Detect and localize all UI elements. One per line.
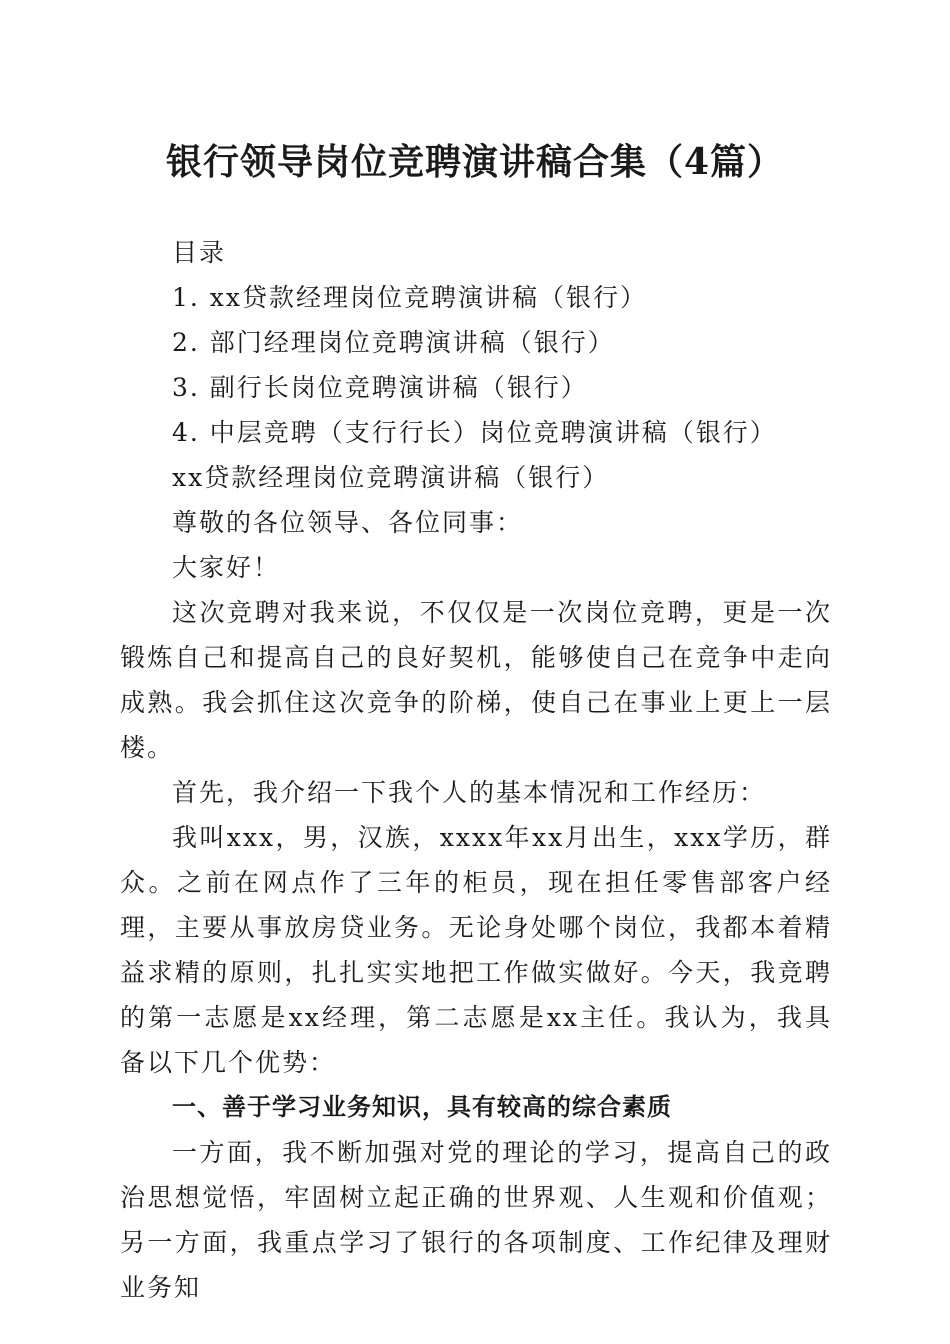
salutation: 尊敬的各位领导、各位同事： [172,508,524,537]
section-paragraph: 一方面，我不断加强对党的理论的学习，提高自己的政治思想觉悟，牢固树立起正确的世界观、人生观和价值观；另一方面，我重点学习了银行的各项制度、工作纪律及理财业务知 [120,1138,832,1302]
toc-item: 1. xx贷款经理岗位竞聘演讲稿（银行） [172,283,647,312]
speech-title: xx贷款经理岗位竞聘演讲稿（银行） [172,463,610,492]
document-body [120,230,832,1310]
toc-item: 3. 副行长岗位竞聘演讲稿（银行） [172,373,588,402]
greeting: 大家好！ [172,553,281,582]
body-paragraph: 这次竞聘对我来说，不仅仅是一次岗位竞聘，更是一次锻炼自己和提高自己的良好契机，能够使自己在竞争中走向成熟。我会抓住这次竞争的阶梯，使自己在事业上更上一层楼。 [120,598,832,762]
toc-item: 4. 中层竞聘（支行行长）岗位竞聘演讲稿（银行） [172,418,777,447]
section-heading: 一、善于学习业务知识，具有较高的综合素质 [172,1093,672,1121]
document-title: 银行领导岗位竞聘演讲稿合集（4篇） [165,141,785,183]
body-paragraph: 首先，我介绍一下我个人的基本情况和工作经历： [172,778,767,807]
body-paragraph: 我叫xxx，男，汉族，xxxx年xx月出生，xxx学历，群众。之前在网点作了三年的柜员，现在担任零售部客户经理，主要从事放房贷业务。无论身处哪个岗位，我都本着精益求精的原则，扎扎实实地把工作做实做好。今天，我竞聘的第一志愿是xx经理，第二志愿是xx主任。我认为，我具备以下几个优势： [120,823,832,1077]
toc-item: 2. 部门经理岗位竞聘演讲稿（银行） [172,328,615,357]
toc-heading: 目录 [172,238,227,267]
